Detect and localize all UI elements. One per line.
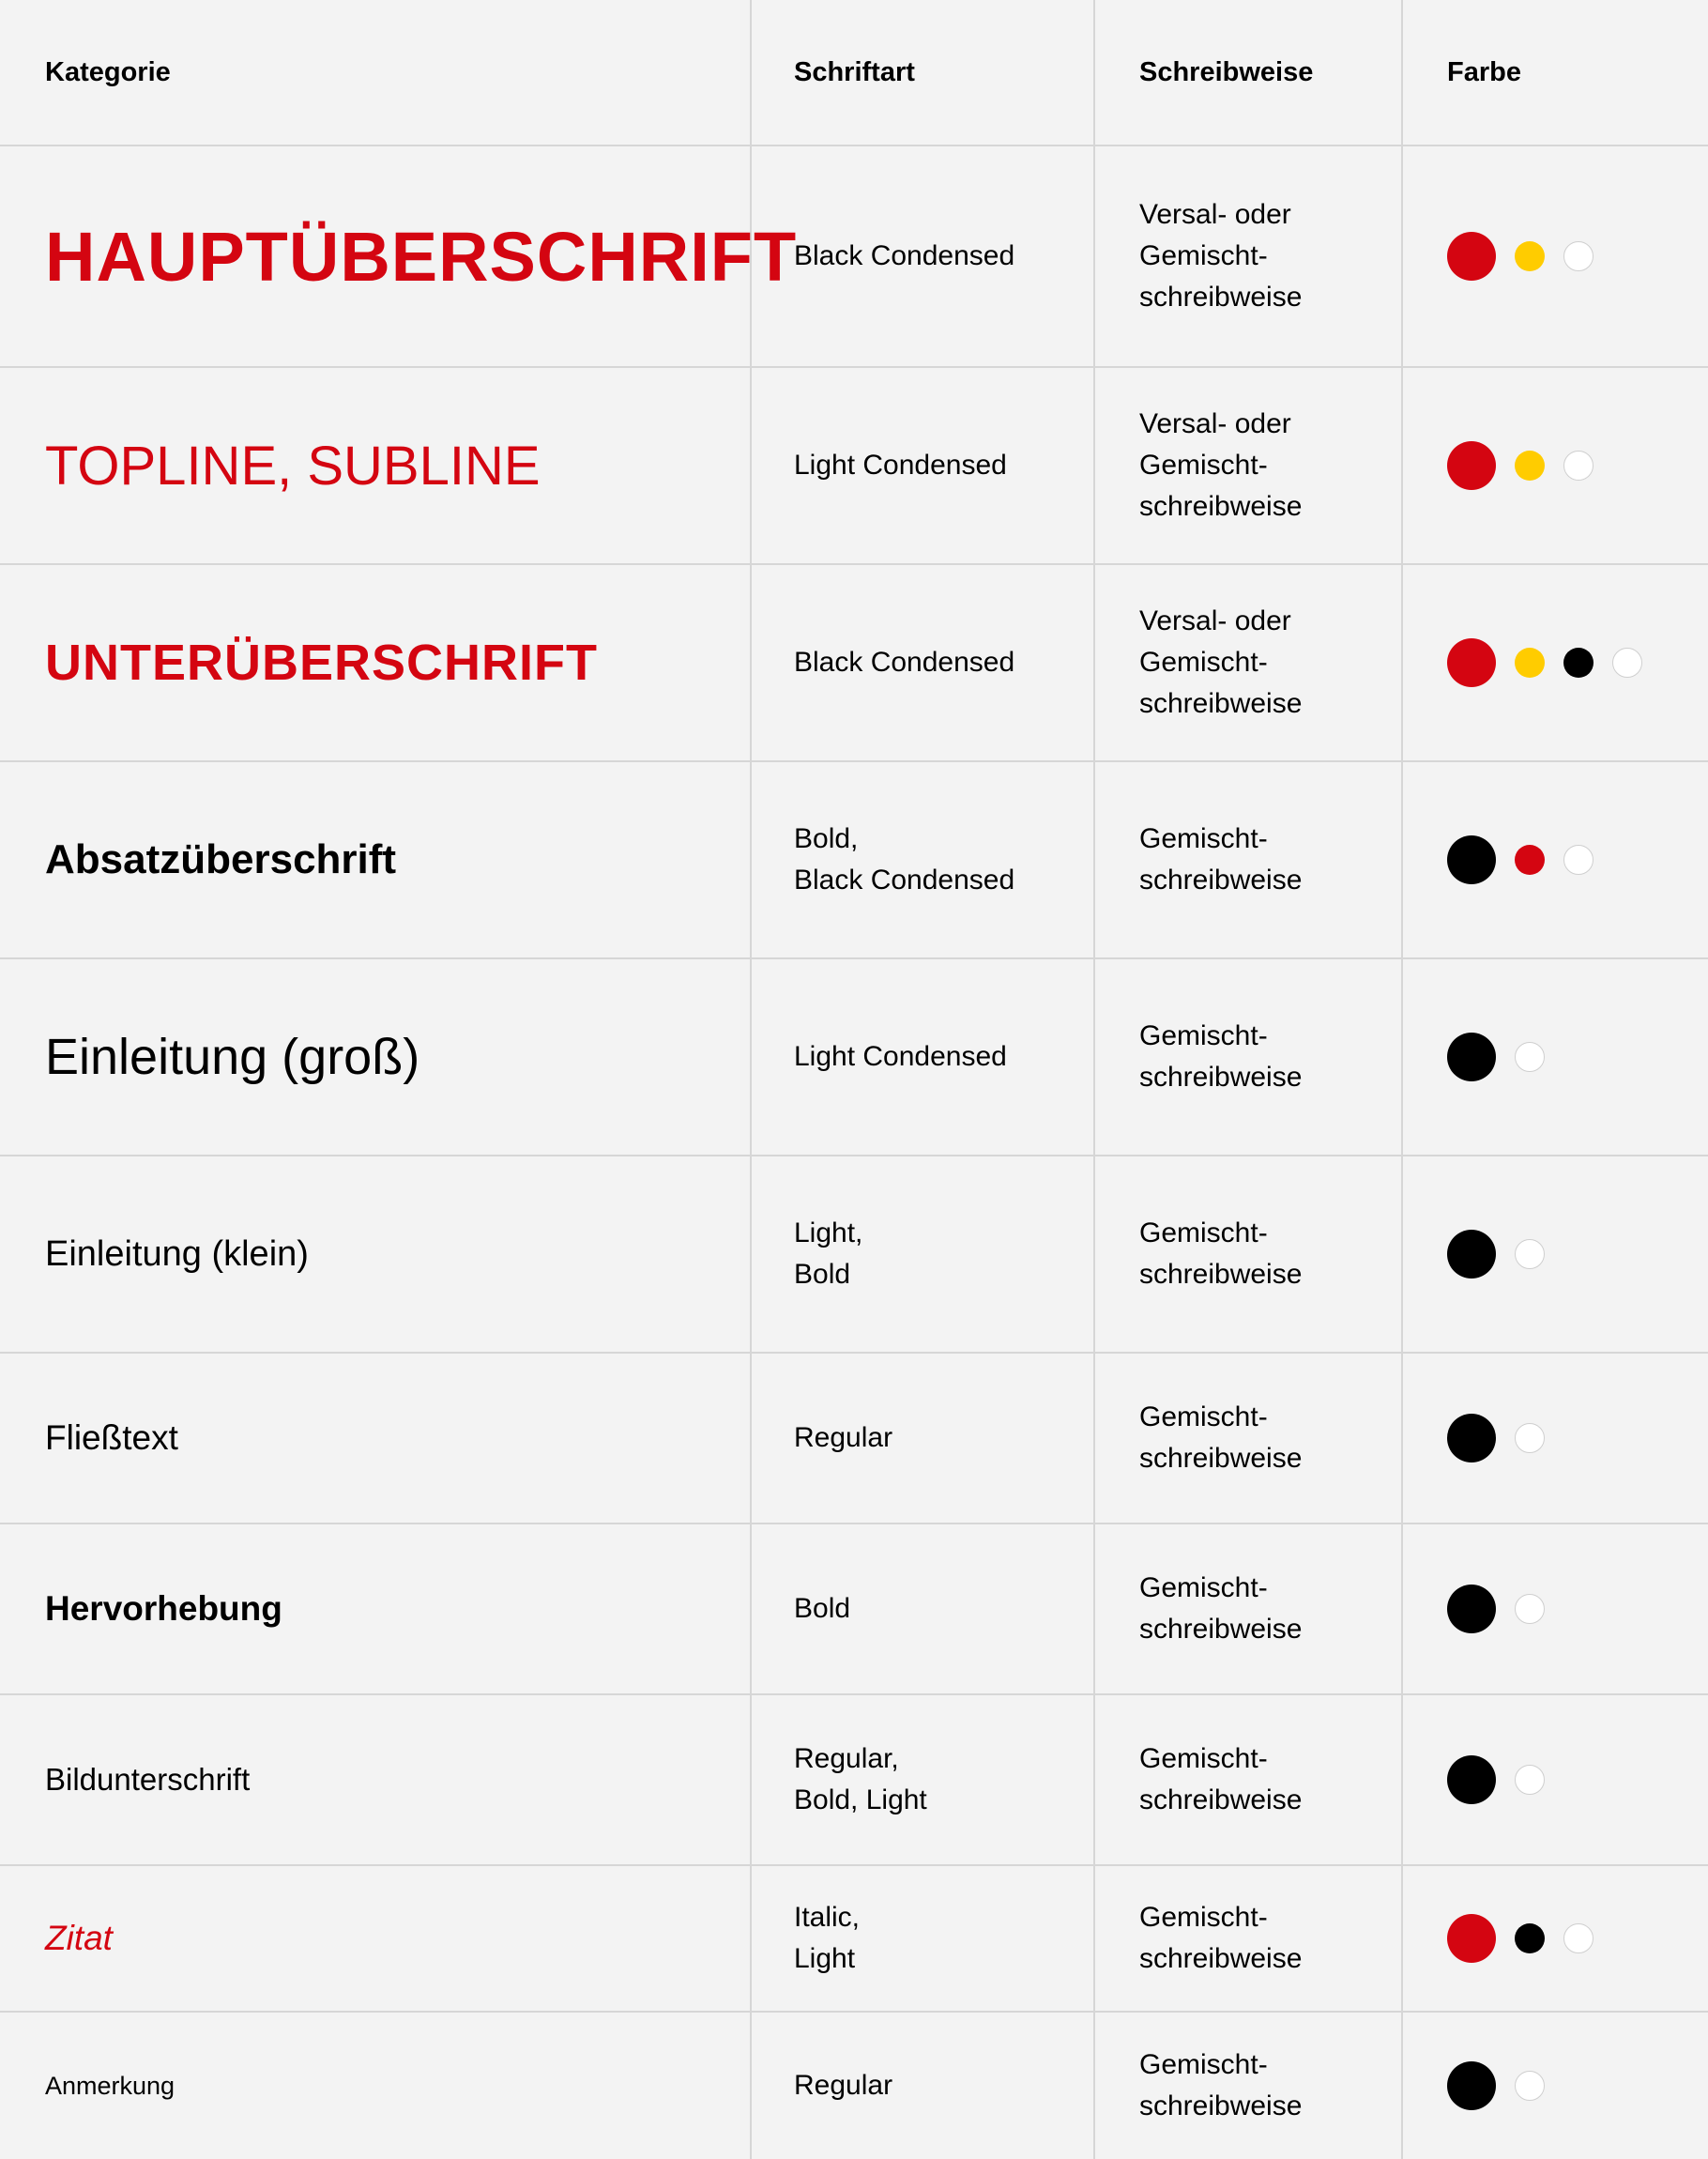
color-swatch-white xyxy=(1612,648,1642,678)
color-swatch-black xyxy=(1563,648,1594,678)
category-label: HAUPTÜBERSCHRIFT xyxy=(45,217,798,296)
color-swatch-white xyxy=(1515,1594,1545,1624)
table-header xyxy=(0,0,1708,145)
case-label: Gemischt- schreibweise xyxy=(1139,1743,1303,1815)
color-swatch-black xyxy=(1447,1230,1496,1279)
table-row xyxy=(0,762,1708,957)
color-swatch-yellow xyxy=(1515,648,1545,678)
color-swatches xyxy=(1447,1230,1563,1279)
font-style-label: Bold xyxy=(794,1593,851,1624)
font-style-label: Regular xyxy=(794,1422,893,1453)
color-swatch-black xyxy=(1447,835,1496,884)
case-label: Gemischt- schreibweise xyxy=(1139,1572,1303,1645)
case-label: Gemischt- schreibweise xyxy=(1139,823,1303,896)
font-style-label: Regular, Bold, Light xyxy=(794,1743,927,1815)
font-style-label: Black Condensed xyxy=(794,240,1015,271)
category-label: TOPLINE, SUBLINE xyxy=(45,435,541,497)
header-schriftart: Schriftart xyxy=(794,56,915,87)
header-schreibweise: Schreibweise xyxy=(1139,56,1314,87)
table-row xyxy=(0,565,1708,760)
color-swatches xyxy=(1447,441,1612,490)
case-label: Versal- oder Gemischt- schreibweise xyxy=(1139,408,1303,522)
table-row xyxy=(0,146,1708,366)
color-swatch-white xyxy=(1563,845,1594,875)
case-label: Versal- oder Gemischt- schreibweise xyxy=(1139,605,1303,719)
color-swatches xyxy=(1447,2061,1563,2110)
color-swatch-black xyxy=(1447,1414,1496,1462)
case-label: Gemischt- schreibweise xyxy=(1139,1902,1303,1974)
color-swatches xyxy=(1447,232,1612,281)
color-swatch-black xyxy=(1447,1585,1496,1633)
color-swatch-black xyxy=(1447,1755,1496,1804)
color-swatch-red xyxy=(1447,441,1496,490)
color-swatch-black xyxy=(1447,2061,1496,2110)
color-swatches xyxy=(1447,835,1612,884)
case-label: Gemischt- schreibweise xyxy=(1139,1020,1303,1093)
color-swatches xyxy=(1447,1914,1612,1963)
table-row xyxy=(0,2013,1708,2159)
table-row xyxy=(0,368,1708,563)
color-swatch-red xyxy=(1447,232,1496,281)
font-style-label: Black Condensed xyxy=(794,647,1015,678)
font-style-label: Light, Bold xyxy=(794,1217,863,1290)
category-label: Zitat xyxy=(45,1919,113,1957)
color-swatch-white xyxy=(1515,1042,1545,1072)
header-kategorie: Kategorie xyxy=(45,56,171,87)
color-swatch-white xyxy=(1563,1923,1594,1953)
category-label: Bildunterschrift xyxy=(45,1762,251,1797)
color-swatch-white xyxy=(1563,451,1594,481)
color-swatch-black xyxy=(1447,1033,1496,1081)
table-row xyxy=(0,1524,1708,1693)
category-label: UNTERÜBERSCHRIFT xyxy=(45,635,598,691)
color-swatch-white xyxy=(1515,1239,1545,1269)
category-label: Anmerkung xyxy=(45,2071,175,2100)
color-swatch-yellow xyxy=(1515,241,1545,271)
color-swatches xyxy=(1447,1585,1563,1633)
font-style-label: Light Condensed xyxy=(794,1041,1007,1072)
color-swatches xyxy=(1447,1755,1563,1804)
case-label: Versal- oder Gemischt- schreibweise xyxy=(1139,199,1303,313)
category-label: Einleitung (groß) xyxy=(45,1029,420,1085)
table-row xyxy=(0,1695,1708,1864)
color-swatch-red xyxy=(1515,845,1545,875)
table-row xyxy=(0,1156,1708,1352)
color-swatches xyxy=(1447,1414,1563,1462)
color-swatch-white xyxy=(1563,241,1594,271)
color-swatch-white xyxy=(1515,1765,1545,1795)
font-style-label: Bold, Black Condensed xyxy=(794,823,1015,896)
color-swatch-white xyxy=(1515,1423,1545,1453)
case-label: Gemischt- schreibweise xyxy=(1139,1401,1303,1474)
color-swatch-yellow xyxy=(1515,451,1545,481)
table-row xyxy=(0,1354,1708,1523)
color-swatches xyxy=(1447,638,1661,687)
case-label: Gemischt- schreibweise xyxy=(1139,1217,1303,1290)
category-label: Absatzüberschrift xyxy=(45,836,397,882)
color-swatches xyxy=(1447,1033,1563,1081)
table-row xyxy=(0,1866,1708,2011)
color-swatch-red xyxy=(1447,1914,1496,1963)
header-farbe: Farbe xyxy=(1447,56,1521,87)
table-row xyxy=(0,959,1708,1155)
category-label: Einleitung (klein) xyxy=(45,1233,309,1274)
font-style-label: Italic, Light xyxy=(794,1902,861,1974)
font-style-label: Light Condensed xyxy=(794,450,1007,481)
color-swatch-white xyxy=(1515,2071,1545,2101)
category-label: Hervorhebung xyxy=(45,1589,282,1628)
category-label: Fließtext xyxy=(45,1418,178,1457)
color-swatch-red xyxy=(1447,638,1496,687)
font-style-label: Regular xyxy=(794,2070,893,2101)
color-swatch-black xyxy=(1515,1923,1545,1953)
case-label: Gemischt- schreibweise xyxy=(1139,2049,1303,2121)
